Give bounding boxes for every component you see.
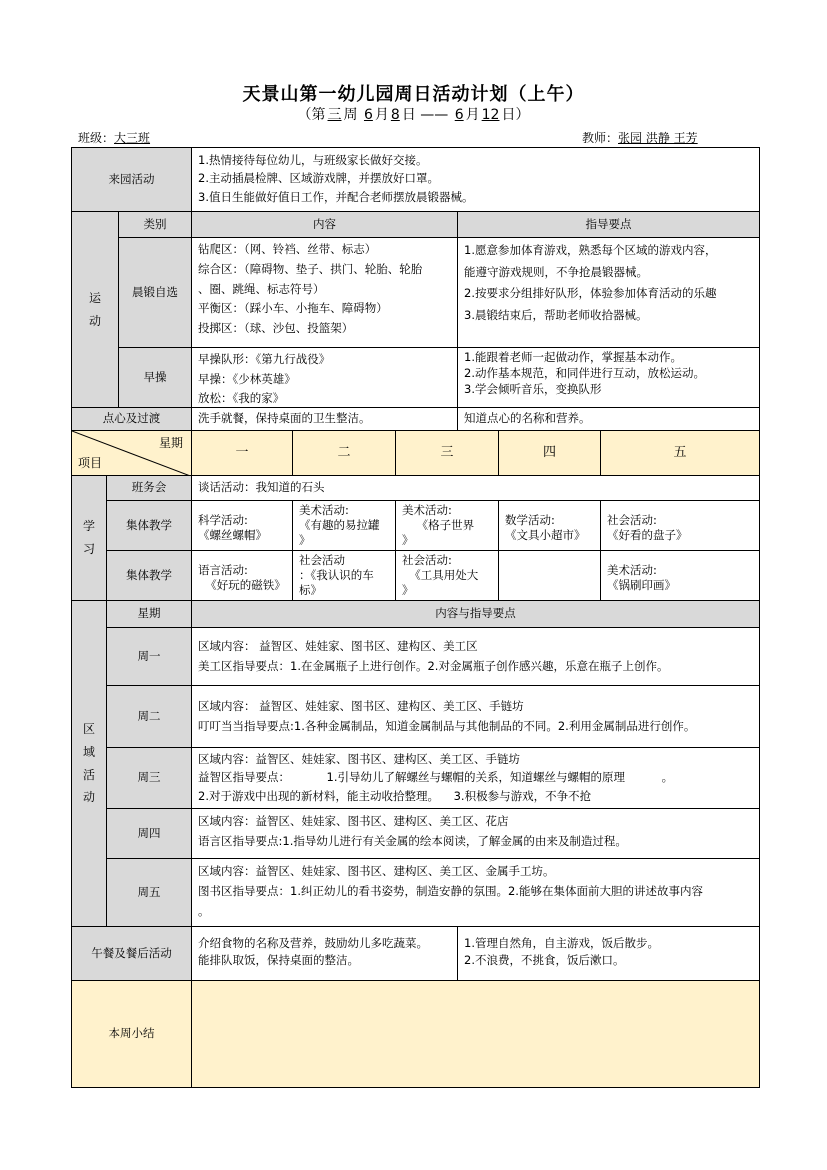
- weekday-corner-header: [71, 430, 192, 476]
- guidance-line: 2.动作基本规范，和同伴进行互动，放松运动。: [464, 365, 705, 380]
- lunch-content: 介绍食物的名称及营养，鼓励幼儿多吃蔬菜。 能排队取饭，保持桌面的整洁。: [191, 926, 458, 981]
- exercise-label: 运动: [71, 211, 119, 408]
- snack-label: 点心及过渡: [71, 407, 192, 431]
- group-teaching-2-fri: 美术活动: 《锅刷印画》: [600, 550, 760, 601]
- guidance-line: 2.按要求分组排好队形，体验参加体育活动的乐趣: [464, 286, 717, 301]
- guidance-header: 指导要点: [457, 211, 760, 238]
- class-meeting-content: 谈话活动：我知道的石头: [191, 475, 760, 501]
- start-month: 6: [363, 107, 373, 123]
- area-day-label-thu: 周四: [106, 808, 192, 859]
- learning-label: 学习: [71, 475, 107, 601]
- morning-exercise-content: [191, 347, 458, 408]
- guidance-line: 能遵守游戏规则，不争抢晨锻器械。: [464, 264, 648, 279]
- snack-content: 洗手就餐，保持桌面的卫生整洁。: [191, 407, 458, 431]
- group-teaching-1-tue: 美术活动: 《有趣的易拉罐 》: [292, 500, 396, 551]
- area-day-content-mon: 区域内容： 益智区、娃娃家、图书区、建构区、美工区 美工区指导要点：1.在金属瓶子上进行创作。2.对金属瓶子创作感兴趣，乐意在瓶子上创作。: [191, 627, 760, 686]
- morning-exercise-guidance: [457, 347, 760, 408]
- class-meeting-label: 班务会: [106, 475, 192, 501]
- guidance-line: 1.能跟着老师一起做动作，掌握基本动作。: [464, 350, 682, 364]
- morning-training-label: 晨锻自选: [118, 237, 192, 348]
- area-day-label-fri: 周五: [106, 858, 192, 927]
- arrival-item: 1.热情接待每位幼儿，与班级家长做好交接。: [198, 153, 428, 167]
- page-title: 天景山第一幼儿园周日活动计划（上午）: [242, 84, 585, 105]
- end-month: 6: [454, 107, 464, 123]
- date-range: [0, 104, 827, 124]
- group-teaching-1-mon: 科学活动: 《螺丝螺帽》: [191, 500, 293, 551]
- content-line: 平衡区：（踩小车、小拖车、障碍物）: [198, 301, 388, 316]
- start-day: 8: [390, 107, 400, 123]
- guidance-line: 3.晨锻结束后，帮助老师收拾器械。: [464, 307, 648, 322]
- group-teaching-1-fri: 社会活动: 《好看的盘子》: [600, 500, 760, 551]
- subtitle-suffix: 日）: [501, 107, 530, 123]
- area-content-header: 内容与指导要点: [191, 600, 760, 628]
- day-label: 日: [401, 107, 416, 123]
- area-weekday-header: 星期: [106, 600, 192, 628]
- group-teaching-2-mon: 语言活动: 《好玩的磁铁》: [191, 550, 293, 601]
- weekday-header-3: 三: [395, 430, 499, 476]
- content-line: 钻爬区：（网、铃裆、丝带、标志）: [198, 242, 377, 256]
- content-line: 早操队形：《第九行战役》: [198, 352, 331, 366]
- end-day: 12: [481, 107, 500, 123]
- class-label: 班级：: [78, 131, 115, 145]
- month-label: 月: [374, 107, 389, 123]
- class-value: 大三班: [114, 131, 151, 145]
- month-label-2: 月: [465, 107, 480, 123]
- area-day-content-thu: 区域内容：益智区、娃娃家、图书区、建构区、美工区、花店 语言区指导要点:1.指导幼儿进行有关金属的绘本阅读，了解金属的由来及制造过程。: [191, 808, 760, 859]
- morning-exercise-label: 早操: [118, 347, 192, 408]
- group-teaching-2-thu: [498, 550, 601, 601]
- group-teaching-label-2: 集体教学: [106, 550, 192, 601]
- weekday-header-1: 一: [191, 430, 293, 476]
- morning-training-content: [191, 237, 458, 348]
- area-day-content-tue: 区域内容： 益智区、娃娃家、图书区、建构区、美工区、手链坊 叮叮当当指导要点:1.各种金属制品，知道金属制品与其他制品的不同。2.利用金属制品进行创作。: [191, 685, 760, 748]
- group-teaching-2-tue: 社会活动 ：《我认识的车 标》: [292, 550, 396, 601]
- subtitle-prefix: （第: [297, 107, 326, 123]
- summary-content[interactable]: [191, 980, 760, 1088]
- group-teaching-label-1: 集体教学: [106, 500, 192, 551]
- content-header: 内容: [191, 211, 458, 238]
- teacher-value: 张园 洪静 王芳: [618, 131, 698, 145]
- arrival-item: 2.主动插晨检牌、区域游戏牌，并摆放好口罩。: [198, 171, 439, 186]
- area-day-label-mon: 周一: [106, 627, 192, 686]
- group-teaching-1-thu: 数学活动: 《文具小超市》: [498, 500, 601, 551]
- arrival-content: [191, 147, 760, 212]
- area-day-label-wed: 周三: [106, 747, 192, 809]
- content-line: 早操：《少林英雄》: [198, 371, 296, 386]
- category-header: 类别: [118, 211, 192, 238]
- week-number: 三: [327, 107, 342, 123]
- group-teaching-1-wed: 美术活动: 《格子世界 》: [395, 500, 499, 551]
- area-day-content-wed: 区域内容：益智区、娃娃家、图书区、建构区、美工区、手链坊 益智区指导要点： 1.引导幼儿了解螺丝与螺帽的关系，知道螺丝与螺帽的原理 。 2.对于游戏中出现的新材料，能主动收拾整理。 3.积极参与游戏，不争不抢: [191, 747, 760, 809]
- area-day-label-tue: 周二: [106, 685, 192, 748]
- content-line: 放松：《我的家》: [198, 391, 285, 406]
- morning-training-guidance: [457, 237, 760, 348]
- week-suffix: 周: [343, 107, 358, 123]
- guidance-line: 1.愿意参加体育游戏，熟悉每个区域的游戏内容，: [464, 243, 717, 257]
- range-separator: ——: [420, 107, 449, 123]
- teacher-info: [582, 129, 718, 146]
- corner-item-label: 项目: [78, 456, 103, 471]
- lunch-guidance: 1.管理自然角，自主游戏，饭后散步。 2.不浪费，不挑食，饭后漱口。: [457, 926, 760, 981]
- area-day-content-fri: 区域内容：益智区、娃娃家、图书区、建构区、美工区、金属手工坊。 图书区指导要点：1.纠正幼儿的看书姿势，制造安静的氛围。2.能够在集体面前大胆的讲述故事内容 。: [191, 858, 760, 927]
- weekday-header-2: 二: [292, 430, 396, 476]
- corner-weekday-label: 星期: [158, 436, 183, 450]
- arrival-label: 来园活动: [71, 147, 192, 212]
- content-line: 综合区：（障碍物、垫子、拱门、轮胎、轮胎: [198, 261, 423, 276]
- class-info: [78, 129, 192, 146]
- content-line: 、圈、跳绳、标志符号）: [198, 281, 325, 296]
- lunch-label: 午餐及餐后活动: [71, 926, 192, 981]
- summary-label: 本周小结: [71, 980, 192, 1088]
- group-teaching-2-wed: 社会活动: 《工具用处大 》: [395, 550, 499, 601]
- snack-guidance: 知道点心的名称和营养。: [457, 407, 760, 431]
- area-activity-label: 区域活动: [71, 600, 107, 927]
- content-line: 投掷区：（球、沙包、投篮架）: [198, 321, 354, 336]
- guidance-line: 3.学会倾听音乐，变换队形: [464, 381, 602, 396]
- arrival-item: 3.值日生能做好值日工作，并配合老师摆放晨锻器械。: [198, 189, 474, 204]
- weekday-header-4: 四: [498, 430, 601, 476]
- teacher-label: 教师：: [582, 131, 619, 145]
- weekday-header-5: 五: [600, 430, 760, 476]
